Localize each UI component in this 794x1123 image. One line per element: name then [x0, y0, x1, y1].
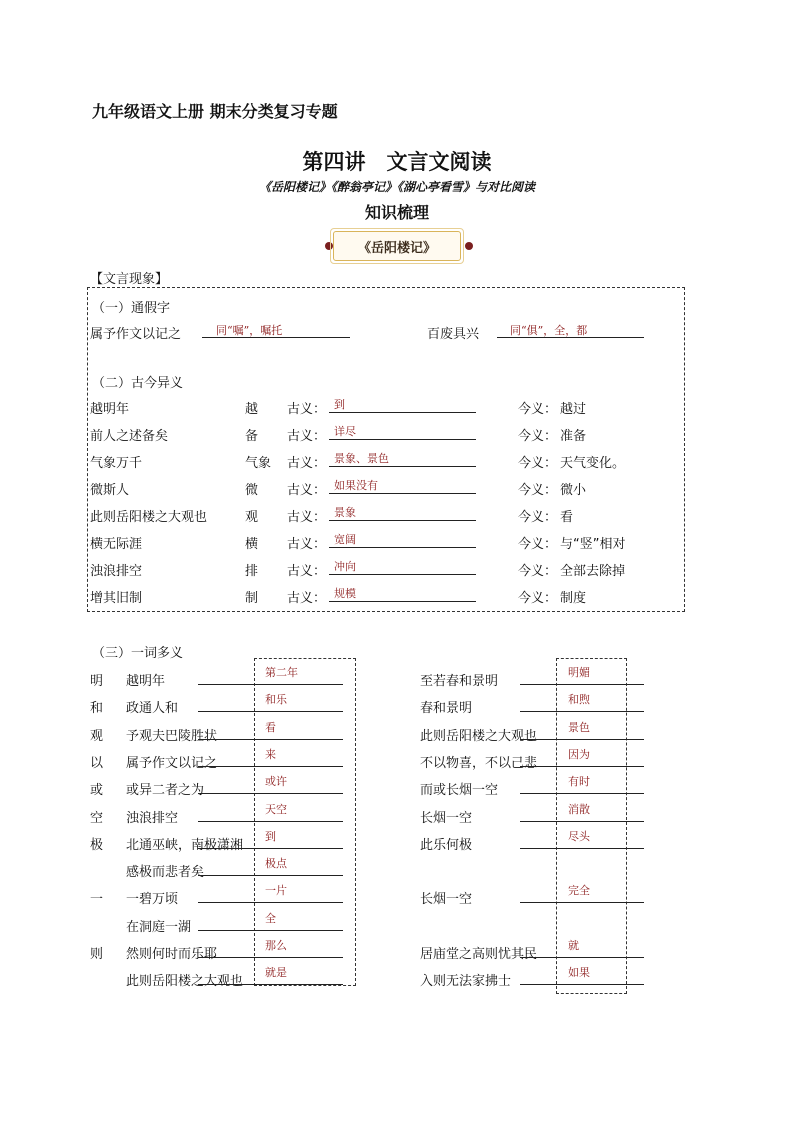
gujin-modern-value: 与“竖”相对 [560, 537, 626, 552]
duoyi-right-sentence: 春和景明 [420, 701, 473, 716]
banner-right-ornament [465, 242, 473, 250]
gujin-sentence: 浊浪排空 [90, 564, 143, 579]
duoyi-left-answer: 或许 [265, 775, 287, 788]
subject-title: 九年级语文上册 期末分类复习专题 [92, 102, 338, 121]
phenomena-label: 【文言现象】 [90, 272, 169, 287]
duoyi-right-answer: 和煦 [568, 693, 590, 706]
duoyi-right-answer: 消散 [568, 803, 590, 816]
duoyi-char: 观 [90, 729, 104, 744]
duoyi-left-answer: 一片 [265, 884, 287, 897]
duoyi-char: 或 [90, 783, 104, 798]
gujin-ancient-answer: 冲向 [334, 560, 356, 573]
duoyi-left-answer: 第二年 [265, 666, 298, 679]
gujin-modern-value: 越过 [560, 402, 587, 417]
gujin-ancient-line [329, 547, 476, 548]
duoyi-left-answer: 和乐 [265, 693, 287, 706]
gujin-ancient-line [329, 466, 476, 467]
gujin-ancient-label: 古义： [287, 537, 327, 552]
duoyi-left-line [198, 957, 343, 958]
gujin-modern-label: 今义： [518, 510, 558, 525]
gujin-modern-label: 今义： [518, 564, 558, 579]
gujin-sentence: 增其旧制 [90, 591, 143, 606]
duoyi-right-line [520, 739, 644, 740]
duoyi-left-answer: 看 [265, 721, 276, 734]
gujin-modern-label: 今义： [518, 456, 558, 471]
duoyi-right-line [520, 711, 644, 712]
duoyi-char: 则 [90, 947, 104, 962]
gujin-ancient-label: 古义： [287, 456, 327, 471]
tongjia-sentence-2: 百废具兴 [427, 327, 480, 342]
duoyi-left-sentence: 然则何时而乐耶 [126, 947, 218, 962]
banner-text: 《岳阳楼记》 [357, 240, 436, 256]
gujin-ancient-label: 古义： [287, 429, 327, 444]
gujin-word: 排 [245, 564, 259, 579]
duoyi-right-answer: 完全 [568, 884, 590, 897]
gujin-word: 气象 [245, 456, 272, 471]
duoyi-left-line [198, 684, 343, 685]
gujin-modern-value: 准备 [560, 429, 587, 444]
gujin-ancient-label: 古义： [287, 591, 327, 606]
gujin-ancient-line [329, 520, 476, 521]
section-title: 知识梳理 [364, 203, 429, 222]
duoyi-left-sentence: 在洞庭一湖 [126, 920, 192, 935]
duoyi-right-answer: 明媚 [568, 666, 590, 679]
banner-yueyanglouji [333, 231, 461, 261]
gujin-sentence: 前人之述备矣 [90, 429, 169, 444]
duoyi-left-answer: 到 [265, 830, 276, 843]
duoyi-left-answer: 来 [265, 748, 276, 761]
subtitle: 《岳阳楼记》《醉翁亭记》《湖心亭看雪》与对比阅读 [258, 180, 535, 194]
gujin-ancient-answer: 如果没有 [334, 479, 378, 492]
gujin-word: 横 [245, 537, 259, 552]
duoyi-left-answer: 就是 [265, 966, 287, 979]
gujin-modern-label: 今义： [518, 483, 558, 498]
gujin-ancient-label: 古义： [287, 483, 327, 498]
duoyi-char: 空 [90, 811, 104, 826]
duoyi-right-answer: 就 [568, 939, 579, 952]
gujin-ancient-label: 古义： [287, 564, 327, 579]
duoyi-right-answer: 有时 [568, 775, 590, 788]
gujin-ancient-line [329, 412, 476, 413]
gujin-ancient-line [329, 439, 476, 440]
duoyi-char: 一 [90, 892, 104, 907]
duoyi-left-answer: 天空 [265, 803, 287, 816]
duoyi-right-line [520, 766, 644, 767]
lecture-title: 第四讲 文言文阅读 [302, 149, 492, 174]
gujin-modern-label: 今义： [518, 537, 558, 552]
gujin-ancient-answer: 详尽 [334, 425, 356, 438]
tongjia-sentence-1: 属予作文以记之 [90, 327, 182, 342]
duoyi-right-sentence: 入则无法家拂士 [420, 974, 512, 989]
duoyi-left-sentence: 属予作文以记之 [126, 756, 218, 771]
gujin-word: 制 [245, 591, 259, 606]
gujin-word: 越 [245, 402, 259, 417]
duoyi-right-line [520, 848, 644, 849]
gujin-sentence: 此则岳阳楼之大观也 [90, 510, 208, 525]
gujin-ancient-answer: 景象、景色 [334, 452, 389, 465]
duoyi-right-answer: 因为 [568, 748, 590, 761]
duoyi-left-sentence: 北通巫峡，南极潇湘 [126, 838, 244, 853]
duoyi-right-line [520, 957, 644, 958]
duoyi-left-line [198, 848, 343, 849]
duoyi-right-answer: 如果 [568, 966, 590, 979]
gujin-ancient-line [329, 601, 476, 602]
duoyi-right-line [520, 821, 644, 822]
gujin-heading: （二）古今异义 [92, 376, 184, 391]
gujin-sentence: 横无际涯 [90, 537, 143, 552]
duoyi-left-line [198, 930, 343, 931]
gujin-ancient-line [329, 574, 476, 575]
gujin-word: 观 [245, 510, 259, 525]
gujin-ancient-answer: 规模 [334, 587, 356, 600]
duoyi-left-line [198, 875, 343, 876]
gujin-sentence: 气象万千 [90, 456, 143, 471]
gujin-sentence: 微斯人 [90, 483, 130, 498]
gujin-modern-label: 今义： [518, 429, 558, 444]
tongjia-answer-2: 同“俱”，全，都 [510, 324, 588, 337]
duoyi-left-line [198, 739, 343, 740]
gujin-sentence: 越明年 [90, 402, 130, 417]
duoyi-right-sentence: 而或长烟一空 [420, 783, 499, 798]
duoyi-char: 极 [90, 838, 104, 853]
duoyi-left-line [198, 766, 343, 767]
duoyi-left-sentence: 浊浪排空 [126, 811, 179, 826]
duoyi-right-line [520, 984, 644, 985]
duoyi-right-line [520, 684, 644, 685]
duoyi-left-sentence: 或异二者之为 [126, 783, 205, 798]
duoyi-left-line [198, 984, 343, 985]
duoyi-left-line [198, 711, 343, 712]
duoyi-left-line [198, 821, 343, 822]
duoyi-right-answer-box [556, 658, 627, 994]
duoyi-left-line [198, 902, 343, 903]
duoyi-right-line [520, 902, 644, 903]
duoyi-char: 以 [90, 756, 104, 771]
duoyi-left-sentence: 越明年 [126, 674, 166, 689]
duoyi-left-sentence: 感极而悲者矣 [126, 865, 205, 880]
duoyi-left-answer: 全 [265, 912, 276, 925]
gujin-ancient-answer: 景象 [334, 506, 356, 519]
duoyi-left-sentence: 政通人和 [126, 701, 179, 716]
gujin-ancient-label: 古义： [287, 402, 327, 417]
gujin-ancient-line [329, 493, 476, 494]
duoyi-heading: （三）一词多义 [92, 646, 184, 661]
duoyi-right-answer: 尽头 [568, 830, 590, 843]
gujin-word: 备 [245, 429, 259, 444]
gujin-modern-value: 全部去除掉 [560, 564, 626, 579]
duoyi-right-sentence: 此乐何极 [420, 838, 473, 853]
duoyi-left-sentence: 一碧万顷 [126, 892, 179, 907]
duoyi-left-answer: 极点 [265, 857, 287, 870]
duoyi-left-sentence: 予观夫巴陵胜状 [126, 729, 218, 744]
gujin-ancient-label: 古义： [287, 510, 327, 525]
duoyi-right-sentence: 至若春和景明 [420, 674, 499, 689]
duoyi-left-answer: 那么 [265, 939, 287, 952]
duoyi-right-sentence: 长烟一空 [420, 811, 473, 826]
gujin-ancient-answer: 到 [334, 398, 345, 411]
gujin-modern-value: 微小 [560, 483, 587, 498]
duoyi-right-sentence: 长烟一空 [420, 892, 473, 907]
gujin-modern-label: 今义： [518, 591, 558, 606]
gujin-modern-value: 天气变化。 [560, 456, 626, 471]
duoyi-char: 和 [90, 701, 104, 716]
duoyi-left-sentence: 此则岳阳楼之大观也 [126, 974, 244, 989]
gujin-modern-value: 看 [560, 510, 574, 525]
gujin-modern-label: 今义： [518, 402, 558, 417]
gujin-modern-value: 制度 [560, 591, 587, 606]
duoyi-left-line [198, 793, 343, 794]
tongjia-heading: （一）通假字 [92, 301, 171, 316]
gujin-word: 微 [245, 483, 259, 498]
duoyi-char: 明 [90, 674, 104, 689]
duoyi-right-sentence: 不以物喜，不以己悲 [420, 756, 538, 771]
duoyi-right-answer: 景色 [568, 721, 590, 734]
duoyi-right-sentence: 此则岳阳楼之大观也 [420, 729, 538, 744]
duoyi-right-line [520, 793, 644, 794]
duoyi-right-sentence: 居庙堂之高则忧其民 [420, 947, 538, 962]
tongjia-answer-1: 同“嘱”，嘱托 [216, 324, 283, 337]
gujin-ancient-answer: 宽阔 [334, 533, 356, 546]
